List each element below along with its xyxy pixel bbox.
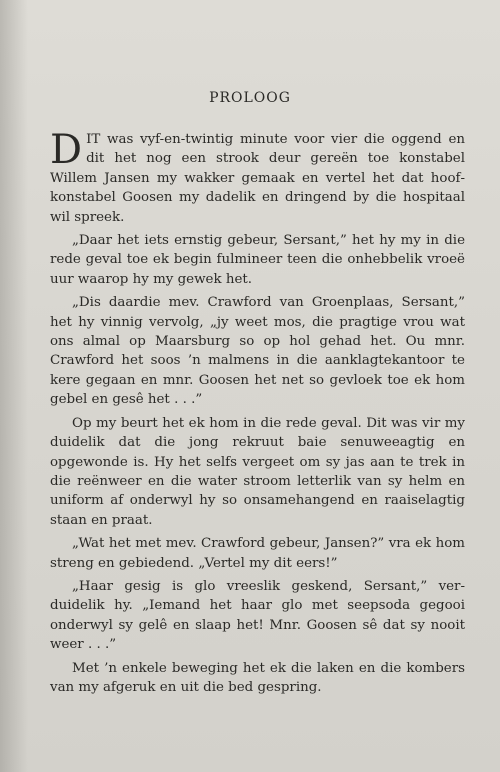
chapter-body	[50, 127, 465, 697]
paragraph-2: „Daar het iets ernstig gebeur, Sersant,” het hy my in die rede geval toe ek begin fulmineer teen die onhebbelik vroeë uur waarop hy my gewek het.	[50, 233, 465, 287]
paragraph-1	[50, 127, 465, 227]
paragraph-3: „Dis daardie mev. Crawford van Groenplaas, Sersant,” het hy vinnig vervolg, „jy weet mos, die pragtige vrou wat ons almal op Maarsburg so op hol gehad het. Ou mnr. Crawford het soos ’n malmens in die aanklagtekantoor te kere gegaan en mnr. Goosen het net so gevloek toe ek hom gebel en gesê het . . .”	[50, 295, 465, 408]
paragraph-1-text: IT was vyf-en-twintig minute voor vier die oggend en dit het nog een strook deur gereën toe konstabel Willem Jansen my wakker gemaak en vertel het dat hoofkonstabel Goosen my dadelik en dringend by die hospitaal wil spreek.	[50, 132, 465, 225]
paragraph-4: Op my beurt het ek hom in die rede geval. Dit was vir my duidelik dat die jong rekruut baie senuweeagtig en opgewonde is. Hy het selfs vergeet om sy jas aan te trek in die reënweer en die water stroom letterlik van sy helm en uniform af onderwyl hy so onsamehangend en raaiselagtig staan en praat.	[50, 415, 465, 528]
paragraph-6: „Haar gesig is glo vreeslik geskend, Sersant,” verduidelik hy. „Iemand het haar glo met seepsoda gegooi onderwyl sy gelê en slaap het! Mnr. Goosen sê dat sy nooit weer . . .”	[50, 578, 465, 653]
spine-shadow	[0, 0, 28, 772]
paragraph-7: Met ’n enkele beweging het ek die laken en die kombers van my afgeruk en uit die bed gespring.	[50, 660, 465, 695]
drop-cap: D	[50, 127, 83, 173]
chapter-heading: PROLOOG	[209, 90, 291, 106]
paragraph-5: „Wat het met mev. Crawford gebeur, Jansen?” vra ek hom streng en gebiedend. „Vertel my dit eers!”	[50, 536, 465, 571]
